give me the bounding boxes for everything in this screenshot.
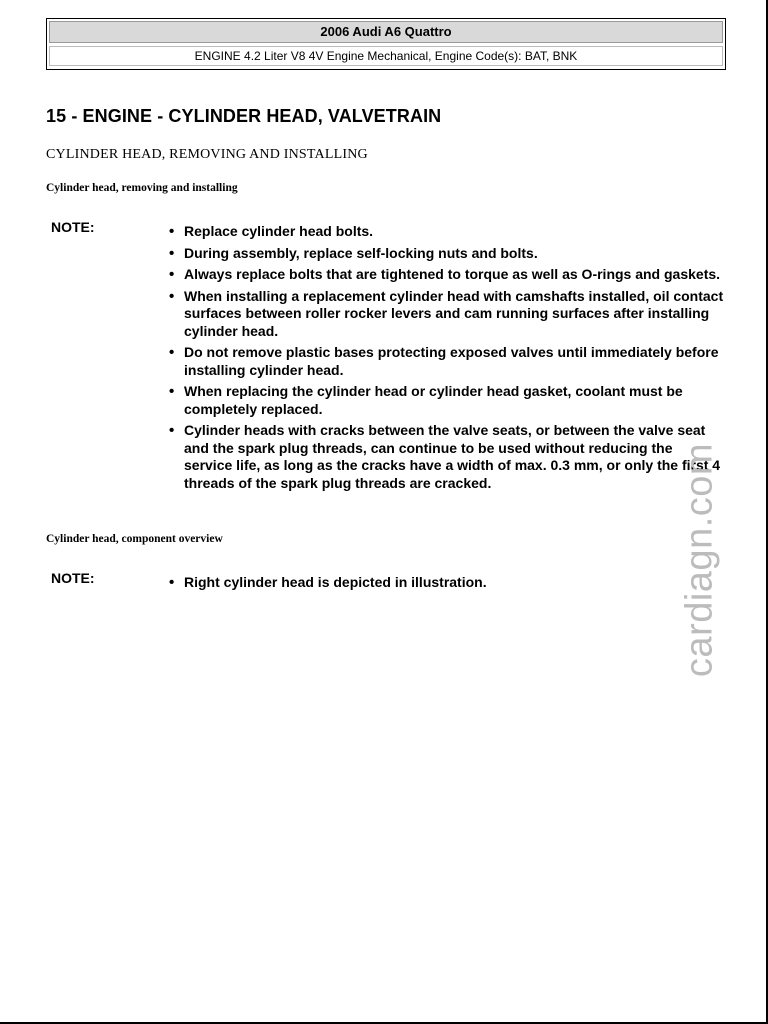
caption-component-overview: Cylinder head, component overview — [46, 533, 223, 545]
list-item: • Cylinder heads with cracks between the valve seats, or between the valve seat and the spark plug threads, can continue to be used without reducing the service life, as long as the cracks have a width of max. 0.3 mm, or only the first 4 threads of the spark plug threads are cracked. — [168, 422, 724, 492]
watermark: cardiagn.com — [678, 442, 721, 678]
note-label: NOTE: — [51, 570, 95, 586]
list-item: • Right cylinder head is depicted in illustration. — [168, 574, 724, 592]
list-item: • Replace cylinder head bolts. — [168, 223, 724, 241]
list-item: • When replacing the cylinder head or cylinder head gasket, coolant must be completely replaced. — [168, 383, 724, 418]
note-list — [168, 223, 724, 496]
engine-subtitle: ENGINE 4.2 Liter V8 4V Engine Mechanical, Engine Code(s): BAT, BNK — [49, 46, 723, 66]
caption-removing-installing: Cylinder head, removing and installing — [46, 182, 238, 194]
list-item: • Always replace bolts that are tightened to torque as well as O-rings and gaskets. — [168, 266, 724, 284]
note-list — [168, 574, 724, 596]
list-item: • During assembly, replace self-locking nuts and bolts. — [168, 245, 724, 263]
document-header — [46, 18, 726, 70]
section-title: 15 - ENGINE - CYLINDER HEAD, VALVETRAIN — [46, 106, 442, 126]
list-item: • When installing a replacement cylinder head with camshafts installed, oil contact surfaces between roller rocker levers and cam running surfaces after installing cylinder head. — [168, 288, 724, 341]
vehicle-title: 2006 Audi A6 Quattro — [49, 21, 723, 43]
note-label: NOTE: — [51, 219, 95, 235]
procedure-title: CYLINDER HEAD, REMOVING AND INSTALLING — [46, 147, 368, 162]
list-item: • Do not remove plastic bases protecting exposed valves until immediately before installing cylinder head. — [168, 344, 724, 379]
